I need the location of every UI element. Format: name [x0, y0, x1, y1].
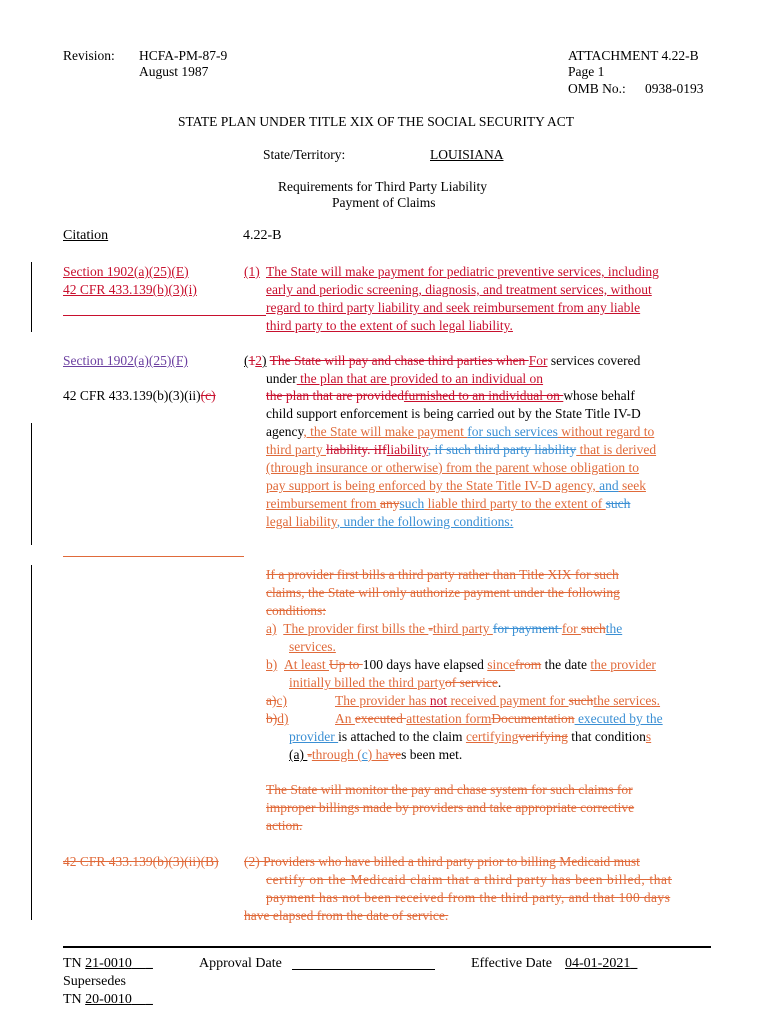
- condition-b-cont: initially billed the third partyof service.: [289, 675, 502, 690]
- effective-date-label: Effective Date: [471, 956, 552, 971]
- state-label: State/Territory:: [263, 147, 346, 162]
- omb-number: 0938-0193: [645, 81, 704, 96]
- form-date: August 1987: [139, 64, 209, 79]
- condition-d-cont: provider is attached to the claim certifyingverifying that conditions: [289, 729, 652, 744]
- condition-a-cont: services.: [289, 639, 336, 654]
- tn-line: TN 21-0010 _: [63, 956, 153, 971]
- approval-date-label: Approval Date: [199, 956, 282, 971]
- item-2-line: agency, the State will make payment for such services without regard to: [266, 424, 655, 439]
- item-2-line: third party liability. iIfliability, if such third party liability that is derived: [266, 442, 657, 457]
- condition-d: b)d): [266, 711, 289, 726]
- attachment-number: ATTACHMENT 4.22-B: [568, 48, 699, 63]
- approval-date-field: [292, 969, 435, 970]
- form-number: HCFA-PM-87-9: [139, 48, 228, 63]
- rule: [63, 556, 244, 557]
- supersedes-label: Supersedes: [63, 974, 126, 989]
- citation-433-139-ii: 42 CFR 433.139(b)(3)(ii)(c): [63, 388, 216, 403]
- item-2-line: the plan that are providedfurnished to an individual on whose behalf: [266, 388, 635, 403]
- citation-header: Citation: [63, 228, 109, 243]
- item-1-line: third party to the extent of such legal liability.: [266, 318, 513, 333]
- item-3-line: certify on the Medicaid claim that a third party has been billed, that: [266, 872, 672, 887]
- revision-label: Revision:: [63, 48, 115, 63]
- item-2-line: under the plan that are provided to an individual on: [266, 371, 544, 386]
- item-1-line: early and periodic screening, diagnosis, and treatment services, without: [266, 282, 652, 297]
- condition-d-text: An executed attestation formDocumentation executed by the: [335, 711, 663, 726]
- condition-c-text: The provider has not received payment for suchthe services.: [335, 693, 661, 708]
- deleted-paragraph-line: claims, the State will only authorize payment under the following: [266, 585, 620, 600]
- citation-1902-e: Section 1902(a)(25)(E): [63, 264, 189, 279]
- condition-c: a)c): [266, 693, 287, 708]
- item-3-line: payment has not been received from the third party, and that 100 days: [266, 890, 671, 905]
- condition-d-cont: (a) -through (c) haves been met.: [289, 747, 463, 762]
- rule: [63, 315, 266, 316]
- citation-433-139-ii-b: 42 CFR 433.139(b)(3)(ii)(B): [63, 854, 219, 869]
- tn2-line: TN 20-0010 _: [63, 992, 153, 1007]
- item-2-line: legal liability, under the following conditions:: [266, 514, 514, 529]
- document-title: STATE PLAN UNDER TITLE XIX OF THE SOCIAL SECURITY ACT: [178, 114, 575, 129]
- change-bar: [31, 565, 32, 920]
- item-2-line: (12) The State will pay and chase third parties when For services covered: [244, 353, 641, 368]
- monitor-paragraph-line: The State will monitor the pay and chase system for such claims for: [266, 782, 633, 797]
- subtitle-line-1: Requirements for Third Party Liability: [278, 179, 487, 194]
- monitor-paragraph-line: action.: [266, 818, 303, 833]
- condition-a: a) The provider first bills the -third party for payment for suchthe: [266, 621, 623, 636]
- section-number: 4.22-B: [243, 228, 282, 243]
- item-1-line: regard to third party liability and seek reimbursement from any liable: [266, 300, 641, 315]
- item-2-line: reimbursement from anysuch liable third party to the extent of such: [266, 496, 631, 511]
- citation-1902-f: Section 1902(a)(25)(F): [63, 353, 188, 368]
- deleted-paragraph-line: If a provider first bills a third party rather than Title XIX for such: [266, 567, 619, 582]
- item-1-line: The State will make payment for pediatric preventive services, including: [266, 264, 659, 279]
- footer-rule: [63, 946, 711, 948]
- page-number: Page 1: [568, 64, 605, 79]
- item-3-line: (2) Providers who have billed a third party prior to billing Medicaid must: [244, 854, 640, 869]
- change-bar: [31, 423, 32, 545]
- state-value: LOUISIANA: [430, 147, 504, 162]
- effective-date-value: 04-01-2021_: [565, 956, 638, 971]
- item-1-number: (1): [244, 264, 260, 279]
- deleted-paragraph-line: conditions:: [266, 603, 326, 618]
- item-2-line: pay support is being enforced by the State Title IV-D agency, and seek: [266, 478, 646, 493]
- condition-b: b) At least Up to 100 days have elapsed sincefrom the date the provider: [266, 657, 656, 672]
- item-3-line: have elapsed from the date of service.: [244, 908, 449, 923]
- item-2-line: (through insurance or otherwise) from the parent whose obligation to: [266, 460, 640, 475]
- citation-433-139-i: 42 CFR 433.139(b)(3)(i): [63, 282, 197, 297]
- monitor-paragraph-line: improper billings made by providers and take appropriate corrective: [266, 800, 635, 815]
- change-bar: [31, 262, 32, 332]
- item-2-line: child support enforcement is being carried out by the State Title IV-D: [266, 406, 641, 421]
- subtitle-line-2: Payment of Claims: [332, 195, 436, 210]
- omb-label: OMB No.:: [568, 81, 626, 96]
